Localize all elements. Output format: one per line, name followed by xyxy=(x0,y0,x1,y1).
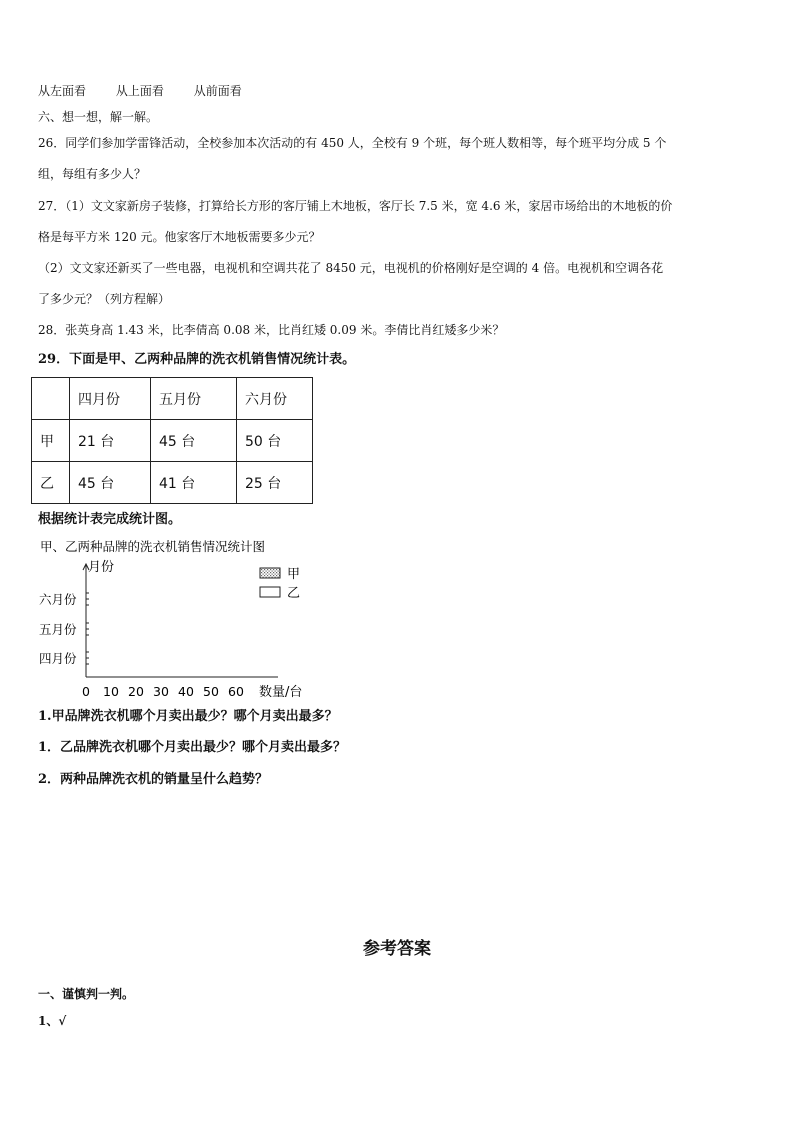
chart-legend xyxy=(260,567,300,601)
view-left-label: 从左面看 xyxy=(38,84,87,98)
x-tick-label: 0 xyxy=(82,684,90,699)
question-26-line-1: 26．同学们参加学雷锋活动，全校参加本次活动的有 450 人，全校有 9 个班，每个班人数相等，每个班平均分成 5 个 xyxy=(38,136,667,150)
y-tick-label: 六月份 xyxy=(39,592,77,607)
view-front-label: 从前面看 xyxy=(193,84,242,98)
y-tick-label: 四月份 xyxy=(39,651,77,666)
table-cell: 41 台 xyxy=(151,462,237,504)
x-tick-labels xyxy=(82,684,302,700)
legend-label: 甲 xyxy=(287,567,301,582)
answer-1: 1、√ xyxy=(38,1014,67,1028)
sub-question-1: 1.甲品牌洗衣机哪个月卖出最少？哪个月卖出最多？ xyxy=(38,709,338,724)
question-29: 29．下面是甲、乙两种品牌的洗衣机销售情况统计表。 xyxy=(38,352,356,367)
x-tick-label: 10 xyxy=(103,684,119,699)
legend-swatch xyxy=(260,568,280,578)
table-row xyxy=(32,420,313,462)
x-tick-label: 50 xyxy=(203,684,219,699)
legend-label: 乙 xyxy=(287,586,301,601)
question-28: 28．张英身高 1.43 米，比李倩高 0.08 米，比肖红矮 0.09 米。李倩比肖红矮多少米？ xyxy=(38,323,505,337)
sales-table xyxy=(31,377,313,504)
view-top-label: 从上面看 xyxy=(115,84,164,98)
legend-swatch xyxy=(260,587,280,597)
x-tick-label: 20 xyxy=(128,684,144,699)
table-cell: 50 台 xyxy=(237,420,313,462)
question-27-1-line-2: 格是每平方米 120 元。他家客厅木地板需要多少元？ xyxy=(38,230,321,244)
bar-chart xyxy=(30,536,320,704)
table-cell: 45 台 xyxy=(70,462,151,504)
chart-axes xyxy=(83,560,278,677)
chart-title: 甲、乙两种品牌的洗衣机销售情况统计图 xyxy=(40,539,266,554)
answer-section-1: 一、谨慎判一判。 xyxy=(38,987,135,1001)
question-27-2-line-2: 了多少元？（列方程解） xyxy=(38,292,171,306)
table-header-cell: 六月份 xyxy=(237,378,313,420)
sub-question-3: 2．两种品牌洗衣机的销量呈什么趋势？ xyxy=(38,772,269,787)
question-27-2-line-1: （2）文文家还新买了一些电器，电视机和空调共花了 8450 元，电视机的价格刚好是空调的 4 倍。电视机和空调各花 xyxy=(38,261,664,275)
y-tick-labels xyxy=(39,592,89,666)
table-row xyxy=(32,462,313,504)
x-tick-label: 60 xyxy=(228,684,244,699)
sub-question-2: 1．乙品牌洗衣机哪个月卖出最少？哪个月卖出最多？ xyxy=(38,740,347,755)
table-cell: 21 台 xyxy=(70,420,151,462)
table-header-cell: 五月份 xyxy=(151,378,237,420)
y-axis-label: 月份 xyxy=(88,560,115,575)
question-27-1-line-1: 27．（1）文文家新房子装修，打算给长方形的客厅铺上木地板，客厅长 7.5 米，宽 4.6 米，家居市场给出的木地板的价 xyxy=(38,199,673,213)
x-tick-label: 30 xyxy=(153,684,169,699)
table-header-row xyxy=(32,378,313,420)
table-cell: 甲 xyxy=(32,420,70,462)
table-cell: 乙 xyxy=(32,462,70,504)
table-header-cell: 四月份 xyxy=(70,378,151,420)
chart-instruction: 根据统计表完成统计图。 xyxy=(38,512,182,527)
x-axis-label: 数量/台 xyxy=(259,685,303,700)
question-26-line-2: 组，每组有多少人？ xyxy=(38,167,147,181)
table-cell: 45 台 xyxy=(151,420,237,462)
table-cell: 25 台 xyxy=(237,462,313,504)
section-6-heading: 六、想一想，解一解。 xyxy=(38,110,159,124)
x-tick-label: 40 xyxy=(178,684,194,699)
answer-title: 参考答案 xyxy=(363,939,431,959)
table-header-cell xyxy=(32,378,70,420)
view-labels xyxy=(38,83,268,99)
y-tick-label: 五月份 xyxy=(39,622,77,637)
